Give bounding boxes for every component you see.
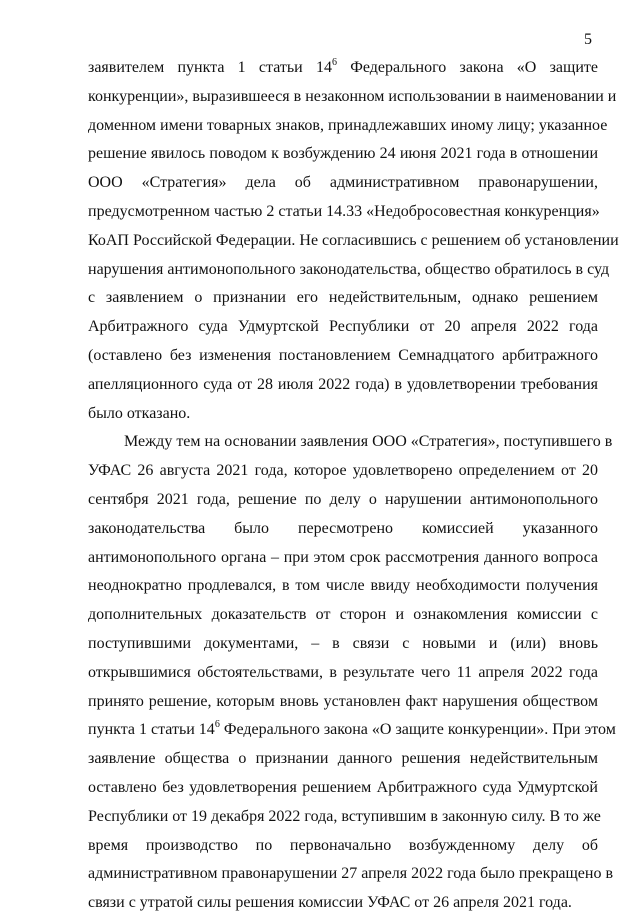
paragraph-1 — [88, 54, 619, 428]
text-line: заявителем пункта 1 статьи $14^6$ Федерального закона «О защите — [88, 57, 598, 76]
text-line: (оставлено без изменения постановлением Семнадцатого арбитражного — [88, 346, 598, 364]
text-line: с заявлением о признании его недействительным, однако решением — [88, 289, 598, 307]
text-line: заявление общества о признании данного решения недействительным — [88, 750, 598, 768]
text-line: предусмотренном частью 2 статьи 14.33 «Недобросовестная конкуренция» — [88, 202, 600, 220]
text-line: ООО «Стратегия» дела об административном правонарушении, — [88, 174, 598, 192]
paragraph-2 — [88, 428, 616, 918]
text-line: Арбитражного суда Удмуртской Республики от 20 апреля 2022 года — [88, 318, 598, 336]
text-line: оставлено без удовлетворения решением Арбитражного суда Удмуртской — [88, 778, 598, 796]
text-line: поступившими документами, – в связи с новыми и (или) вновь — [88, 634, 598, 652]
text-line: было отказано. — [88, 404, 191, 422]
text-line: дополнительных доказательств от сторон и ознакомления комиссии с — [88, 606, 598, 624]
text-line: сентября 2021 года, решение по делу о нарушении антимонопольного — [88, 490, 598, 508]
text-line: пункта 1 статьи $14^6$ Федерального закона «О защите конкуренции». При этом — [88, 719, 616, 739]
text-line: Между тем на основании заявления ООО «Стратегия», поступившего в — [124, 433, 613, 451]
superscript: 6 — [331, 57, 337, 68]
page-number: 5 — [584, 31, 592, 48]
text-line: КоАП Российской Федерации. Не согласившись с решением об установлении — [88, 231, 619, 249]
text-line: конкуренции», выразившееся в незаконном использовании в наименовании и — [88, 87, 617, 105]
text-line: УФАС 26 августа 2021 года, которое удовлетворено определением от 20 — [88, 462, 598, 480]
text-line: решение явилось поводом к возбуждению 24 июня 2021 года в отношении — [88, 145, 598, 163]
text-line: административном правонарушении 27 апреля 2022 года было прекращено в — [88, 865, 613, 883]
text-line: время производство по первоначально возбужденному делу об — [88, 836, 598, 854]
text-line: принято решение, которым вновь установлен факт нарушения обществом — [88, 692, 598, 710]
text-line: связи с утратой силы решения комиссии УФАС от 26 апреля 2021 года. — [88, 894, 572, 912]
text-line: нарушения антимонопольного законодательства, общество обратилось в суд — [88, 260, 610, 278]
superscript: 6 — [214, 719, 220, 731]
document-body — [88, 54, 619, 918]
text-line: открывшимися обстоятельствами, в результате чего 11 апреля 2022 года — [88, 663, 598, 681]
text-line: Республики от 19 декабря 2022 года, вступившим в законную силу. В то же — [88, 807, 601, 825]
text-line: законодательства было пересмотрено комиссией указанного — [88, 519, 598, 537]
text-line: антимонопольного органа – при этом срок рассмотрения данного вопроса — [88, 548, 598, 566]
text-line: апелляционного суда от 28 июля 2022 года) в удовлетворении требования — [88, 375, 598, 393]
text-line: доменном имени товарных знаков, принадлежавших иному лицу; указанное — [88, 116, 608, 134]
text-line: неоднократно продлевался, в том числе ввиду необходимости получения — [88, 577, 598, 595]
